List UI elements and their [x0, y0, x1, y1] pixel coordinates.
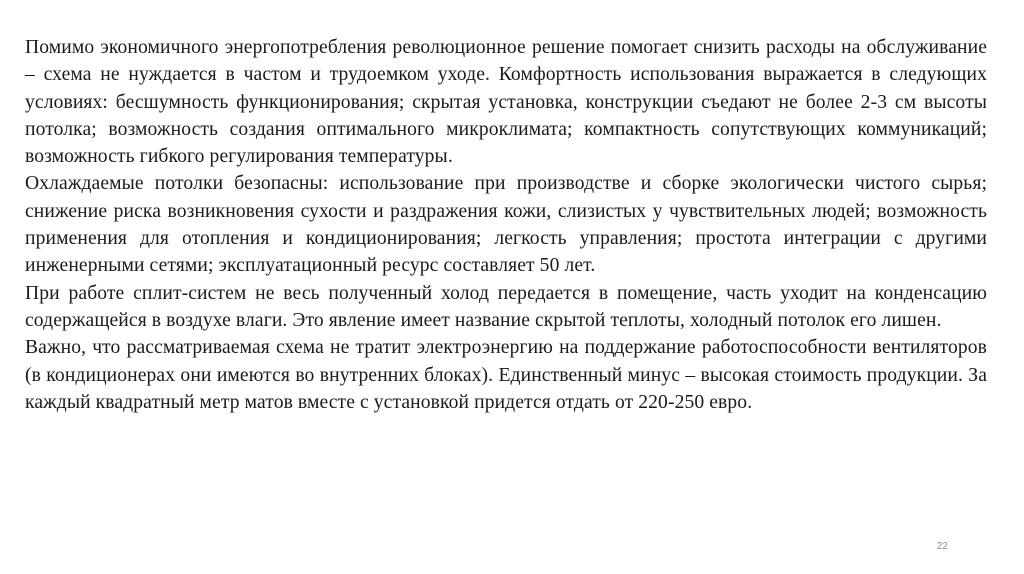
slide-body-text [25, 34, 987, 416]
page-number: 22 [936, 541, 948, 552]
paragraph-operating-advantages: Помимо экономичного энергопотребления революционное решение помогает снизить расходы на обслуживание – схема не нуждается в частом и трудоемком уходе. Комфортность использования выражается в следующих условиях: бесшумность функционирования; скрытая установка, конструкции съедают не более 2-3 см высоты потолка; возможность создания оптимального микроклимата; компактность сопутствующих коммуникаций; возможность гибкого регулирования температуры. [25, 37, 987, 168]
paragraph-cost: Важно, что рассматриваемая схема не тратит электроэнергию на поддержание работоспособности вентиляторов (в кондиционерах они имеются во внутренних блоках). Единственный минус – высокая стоимость продукции. За каждый квадратный метр матов вместе с установкой придется отдать от 220-250 евро. [25, 337, 987, 413]
paragraph-latent-heat: При работе сплит-систем не весь полученный холод передается в помещение, часть уходит на конденсацию содержащейся в воздухе влаги. Это явление имеет название скрытой теплоты, холодный потолок его лишен. [25, 282, 987, 331]
paragraph-safety: Охлаждаемые потолки безопасны: использование при производстве и сборке экологически чистого сырья; снижение риска возникновения сухости и раздражения кожи, слизистых у чувствительных людей; возможность применения для отопления и кондиционирования; легкость управления; простота интеграции с другими инженерными сетями; эксплуатационный ресурс составляет 50 лет. [25, 173, 987, 277]
